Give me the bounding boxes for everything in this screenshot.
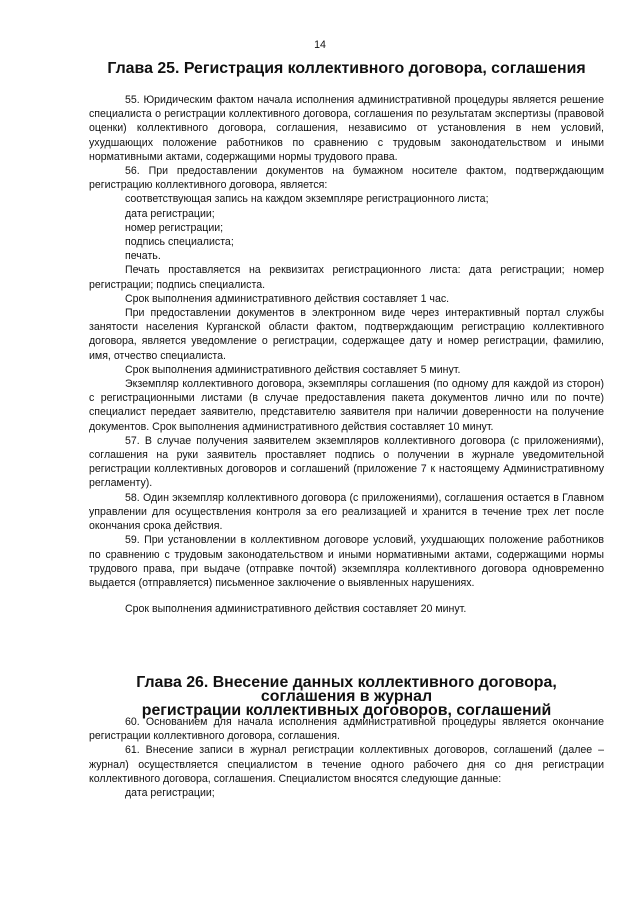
paragraph-61: 61. Внесение записи в журнал регистрации коллективных договоров, соглашений (далее – журнал) осуществляется специалистом в течение одного рабочего дня со дня регистрации коллективного договора, соглашения. Специалистом вносятся следующие данные: (89, 744, 604, 785)
paragraph-57: 57. В случае получения заявителем экземпляров коллективного договора (с приложениями), соглашения на руки заявитель проставляет подпись о получении в журнале уведомительной регистрации коллективных договоров и соглашений (приложение 7 к настоящему Административному регламенту). (89, 434, 604, 490)
list-item: соответствующая запись на каждом экземпляре регистрационного листа; (125, 193, 489, 206)
chapter-26-heading (89, 676, 604, 719)
paragraph-text: Печать проставляется на реквизитах регистрационного листа: дата регистрации; номер регистрации; подпись специалиста. (89, 264, 604, 291)
chapter-26-body (89, 715, 604, 800)
list-item: печать. (125, 250, 161, 263)
chapter-25-heading: Глава 25. Регистрация коллективного договора, соглашения (107, 60, 586, 77)
paragraph-text: Срок выполнения административного действия составляет 5 минут. (125, 363, 461, 376)
paragraph-59: 59. При установлении в коллективном договоре условий, ухудшающих положение работников по сравнению с трудовым законодательством и иными нормативными актами, содержащими нормы трудового права, при выдаче (отправке почтой) экземпляра коллективного договора одновременно выдается (отправляется) письменное заключение о выявленных нарушениях. (89, 534, 604, 589)
list-item: дата регистрации; (125, 787, 215, 800)
chapter-25-body (89, 93, 604, 616)
chapter-26-heading-line: Глава 26. Внесение данных коллективного договора, соглашения в журнал (136, 674, 557, 706)
page-number: 14 (314, 39, 326, 51)
list-item: номер регистрации; (125, 221, 224, 234)
paragraph-text: При предоставлении документов в электронном виде через интерактивный портал службы занятости населения Курганской области фактом, подтверждающим регистрацию коллективного договора, является уведомление о регистрации, содержащее дату и номер регистрации, фамилию, имя, отчество специалиста. (89, 307, 604, 362)
chapter-26-heading-line: регистрации коллективных договоров, соглашений (141, 702, 552, 720)
paragraph-58: 58. Один экземпляр коллективного договора (с приложениями), соглашения остается в Главном управлении для осуществления контроля за его реализацией и хранится в течение трех лет после окончания срока действия. (89, 491, 604, 533)
paragraph-56: 56. При предоставлении документов на бумажном носителе фактом, подтверждающим регистрацию коллективного договора, является: (89, 165, 604, 192)
list-item: подпись специалиста; (125, 236, 234, 249)
paragraph-text: Экземпляр коллективного договора, экземпляры соглашения (по одному для каждой из сторон) с регистрационными листами (в случае предоставления пакета документов лично или по почте) специалист передает заявителю, представителю заявителя при наличии доверенности на получение документов. Срок выполнения административного действия составляет 10 минут. (89, 378, 604, 433)
paragraph-text: Срок выполнения административного действия составляет 1 час. (125, 292, 450, 305)
paragraph-text: Срок выполнения административного действия составляет 20 минут. (125, 603, 467, 616)
list-item: дата регистрации; (125, 207, 215, 220)
paragraph-60: 60. Основанием для начала исполнения административной процедуры является окончание регистрации коллективного договора, соглашения. (89, 716, 604, 743)
paragraph-55: 55. Юридическим фактом начала исполнения административной процедуры является решение специалиста о регистрации коллективного договора, соглашения по результатам экспертизы (правовой оценки) коллективного договора, соглашения, независимо от установления в нем условий, ухудшающих положение работников по сравнению с трудовым законодательством и иными нормативными актами, содержащими нормы трудового права. (89, 94, 604, 163)
